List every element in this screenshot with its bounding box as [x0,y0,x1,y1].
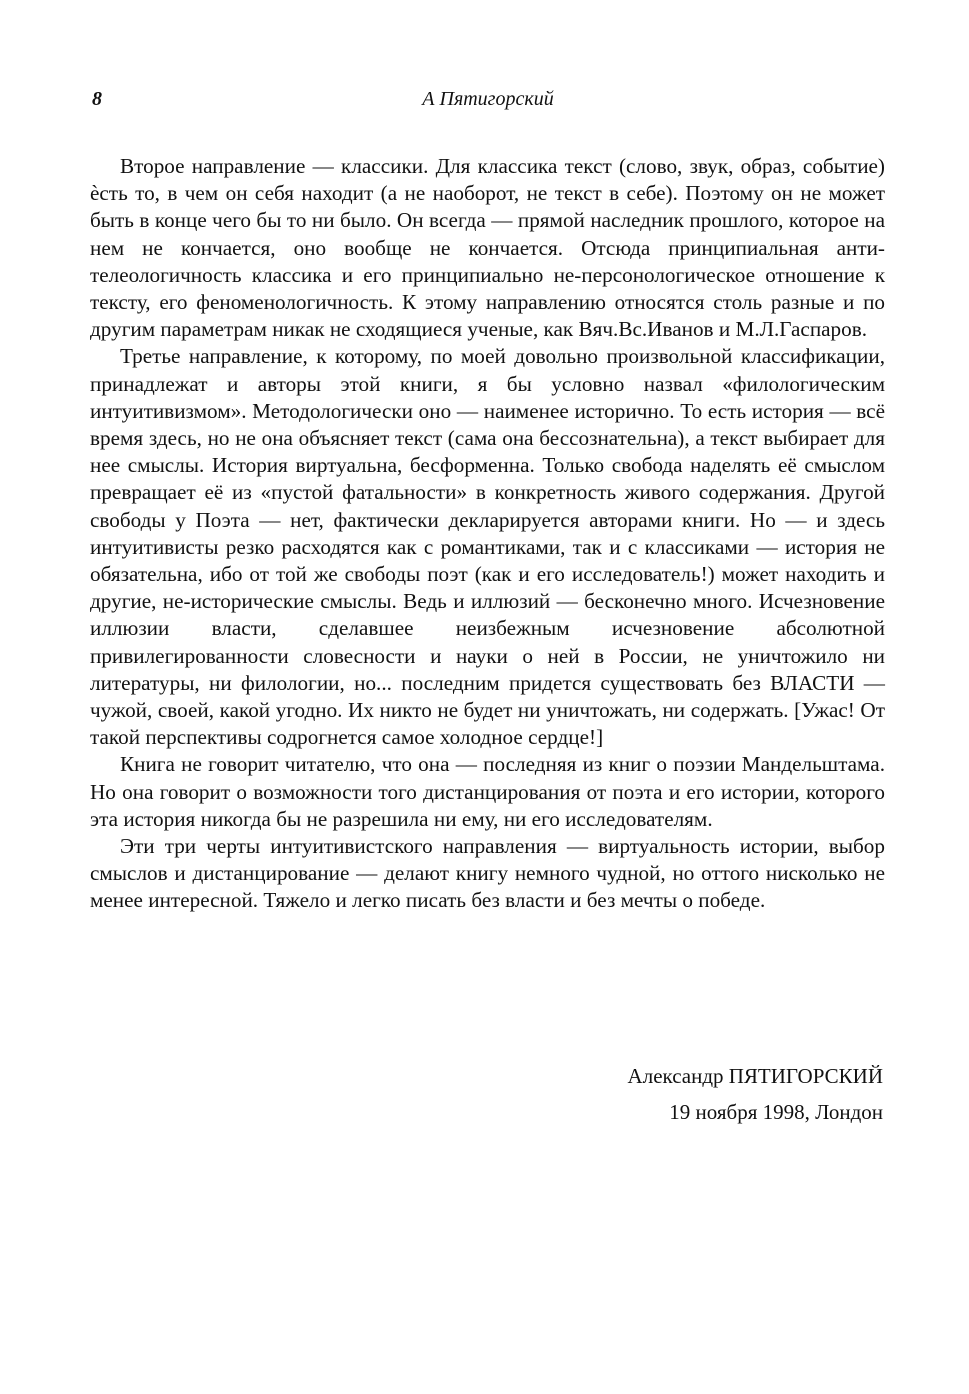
author-signature: Александр ПЯТИГОРСКИЙ [627,1064,883,1088]
running-head: А Пятигорский [422,88,554,110]
page-number: 8 [92,88,102,110]
body-text [90,153,885,915]
page-header [92,84,884,114]
paragraph: Второе направление — классики. Для классика текст (слово, звук, образ, событие) ѐсть то, в чем он себя находит (а не наоборот, не текст в себе). Поэтому он не может быть в конце чего бы то ни было. Он всегда — прямой наследник прошлого, которое на нем не кончается, оно вообще не кончается. Отсюда принципиальная анти-телеологичность классика и его принципиально не-персонологическое отношение к тексту, его феноменологичность. К этому направлению относятся столь разные и по другим параметрам никак не сходящиеся ученые, как Вяч.Вс.Иванов и М.Л.Гаспаров. [90,154,885,342]
paragraph: Эти три черты интуитивистского направления — виртуальность истории, выбор смыслов и дистанцирование — делают книгу немного чудной, но оттого нисколько не менее интересной. Тяжело и легко писать без власти и без мечты о победе. [90,834,885,913]
paragraph: Книга не говорит читателю, что она — последняя из книг о поэзии Мандельштама. Но она говорит о возможности того дистанцирования от поэта и его истории, которого эта история никогда бы не разрешила ни ему, ни его исследователям. [90,752,885,831]
paragraph: Третье направление, к которому, по моей довольно произвольной классификации, принадлежат и авторы этой книги, я бы условно назвал «филологическим интуитивизмом». Методологически оно — наименее исторично. То есть история — всё время здесь, но не она объясняет текст (сама она бессознательна), а текст выбирает для нее смыслы. История виртуальна, бесформенна. Только свобода наделять её смыслом превращает её из «пустой фатальности» в конкретность живого содержания. Другой свободы у Поэта — нет, фактически декларируется авторами книги. Но — и здесь интуитивисты резко расходятся как с романтиками, так и с классиками — история не обязательна, ибо от той же свободы поэт (как и его исследователь!) может находить и другие, не-исторические смыслы. Ведь и иллюзий — бесконечно много. Исчезновение иллюзии власти, сделавшее неизбежным исчезновение абсолютной привилегированности словесности и науки о ней в России, не уничтожило ни литературы, ни филологии, но... последним придется существовать без ВЛАСТИ — чужой, своей, какой угодно. Их никто не будет ни уничтожать, ни содержать. [Ужас! От такой перспективы содрогнется самое холодное сердце!] [90,344,885,750]
signature-block [628,1058,883,1130]
signature-date-place: 19 ноября 1998, Лондон [669,1100,883,1124]
